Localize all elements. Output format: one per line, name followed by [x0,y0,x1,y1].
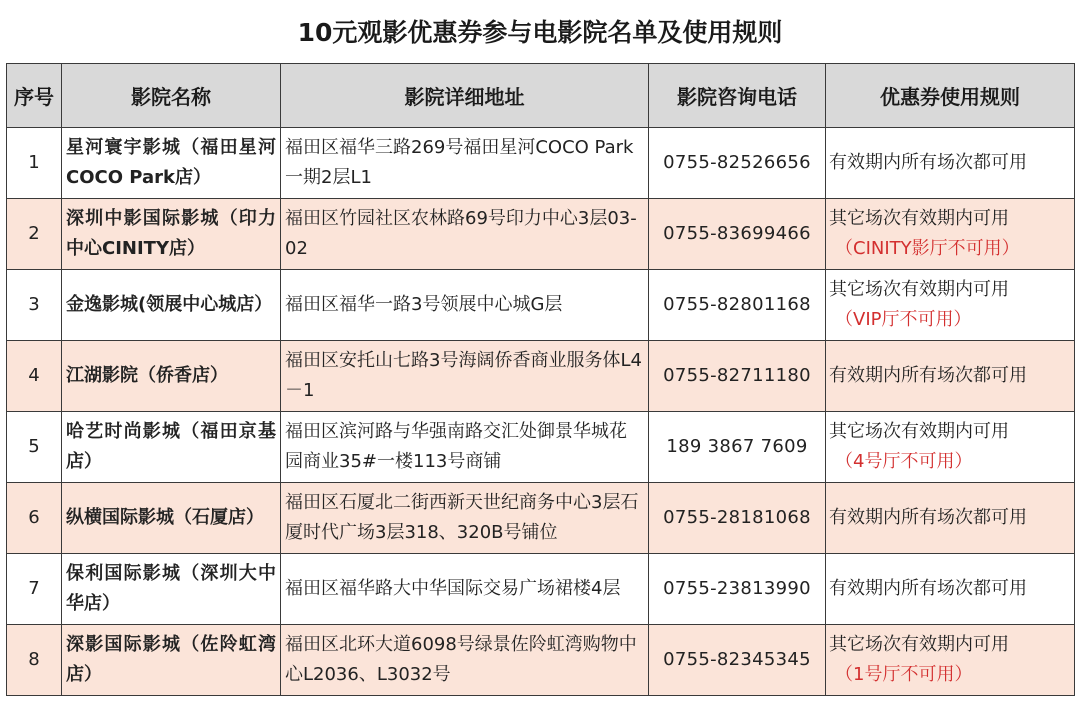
row-number: 4 [7,341,62,412]
cinema-name: 哈艺时尚影城（福田京基店） [62,412,281,483]
rule-text: 其它场次有效期内可用 [829,421,1009,442]
row-number: 8 [7,625,62,696]
cinema-address: 福田区滨河路与华强南路交汇处御景华城花园商业35#一楼113号商铺 [281,412,649,483]
rule-note: （VIP厅不可用） [835,309,972,330]
cinema-address: 福田区竹园社区农林路69号印力中心3层03-02 [281,199,649,270]
header-cinema-name: 影院名称 [62,64,281,128]
cinema-table [6,63,1075,696]
rule-text: 有效期内所有场次都可用 [829,578,1027,599]
cinema-address: 福田区福华三路269号福田星河COCO Park一期2层L1 [281,128,649,199]
cinema-name: 深圳中影国际影城（印力中心CINITY店） [62,199,281,270]
cinema-phone: 0755-82711180 [649,341,826,412]
row-number: 6 [7,483,62,554]
cinema-phone: 0755-23813990 [649,554,826,625]
cinema-name: 金逸影城(领展中心城店） [62,270,281,341]
rule-text: 其它场次有效期内可用 [829,634,1009,655]
header-address: 影院详细地址 [281,64,649,128]
table-row [7,554,1075,625]
rule-note: （1号厅不可用） [835,664,973,685]
row-number: 3 [7,270,62,341]
usage-rule [826,412,1075,483]
rule-note: （4号厅不可用） [835,451,973,472]
table-row [7,625,1075,696]
usage-rule [826,128,1075,199]
cinema-phone: 0755-83699466 [649,199,826,270]
row-number: 1 [7,128,62,199]
header-no: 序号 [7,64,62,128]
cinema-phone: 0755-28181068 [649,483,826,554]
rule-text: 有效期内所有场次都可用 [829,365,1027,386]
header-phone: 影院咨询电话 [649,64,826,128]
cinema-address: 福田区北环大道6098号绿景佐阾虹湾购物中心L2036、L3032号 [281,625,649,696]
page-title: 10元观影优惠券参与电影院名单及使用规则 [297,18,783,47]
table-row [7,483,1075,554]
cinema-name: 深影国际影城（佐阾虹湾店） [62,625,281,696]
usage-rule [826,625,1075,696]
row-number: 5 [7,412,62,483]
rule-text: 有效期内所有场次都可用 [829,152,1027,173]
usage-rule [826,483,1075,554]
cinema-name: 江湖影院（侨香店） [62,341,281,412]
cinema-phone: 0755-82801168 [649,270,826,341]
cinema-name: 保利国际影城（深圳大中华店） [62,554,281,625]
rule-text: 有效期内所有场次都可用 [829,507,1027,528]
row-number: 2 [7,199,62,270]
cinema-phone: 0755-82345345 [649,625,826,696]
table-row [7,270,1075,341]
cinema-phone: 0755-82526656 [649,128,826,199]
usage-rule [826,270,1075,341]
usage-rule [826,341,1075,412]
table-row [7,128,1075,199]
table-row [7,199,1075,270]
usage-rule [826,554,1075,625]
header-rule: 优惠券使用规则 [826,64,1075,128]
cinema-name: 星河寰宇影城（福田星河COCO Park店） [62,128,281,199]
rule-text: 其它场次有效期内可用 [829,279,1009,300]
table-header-row [7,64,1075,128]
table-row [7,412,1075,483]
cinema-name: 纵横国际影城（石厦店） [62,483,281,554]
usage-rule [826,199,1075,270]
rule-note: （CINITY影厅不可用） [835,238,1020,259]
rule-text: 其它场次有效期内可用 [829,208,1009,229]
cinema-address: 福田区福华路大中华国际交易广场裙楼4层 [281,554,649,625]
cinema-phone: 189 3867 7609 [649,412,826,483]
cinema-address: 福田区石厦北二街西新天世纪商务中心3层石厦时代广场3层318、320B号铺位 [281,483,649,554]
cinema-address: 福田区福华一路3号领展中心城G层 [281,270,649,341]
cinema-address: 福田区安托山七路3号海阔侨香商业服务体L4－1 [281,341,649,412]
row-number: 7 [7,554,62,625]
table-row [7,341,1075,412]
